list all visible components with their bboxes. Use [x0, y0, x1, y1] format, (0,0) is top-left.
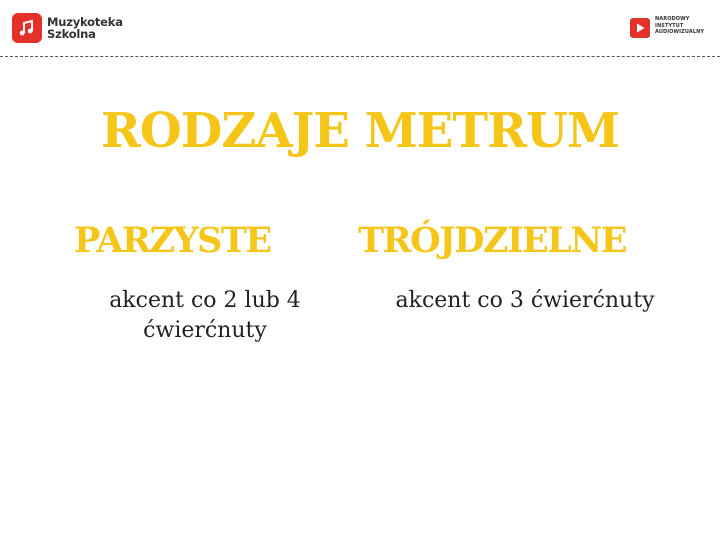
nina-logo	[630, 16, 704, 38]
heading-parzyste: PARZYSTE	[74, 220, 271, 261]
muzykoteka-logo-text: Muzykoteka Szkolna	[47, 15, 123, 41]
music-note-icon	[12, 13, 42, 43]
text-trojdzielne	[370, 286, 680, 316]
text-parzyste-line1: akcent co 2 lub 4	[109, 288, 301, 313]
heading-trojdzielne: TRÓJDZIELNE	[358, 220, 626, 261]
slide-header	[0, 0, 720, 57]
text-parzyste	[60, 286, 350, 346]
text-trojdzielne-line1: akcent co 3 ćwierćnuty	[395, 288, 655, 313]
text-parzyste-line2: ćwierćnuty	[143, 318, 267, 343]
muzykoteka-logo	[12, 13, 123, 43]
nina-logo-text: NARODOWY INSTYTUT AUDIOWIZUALNY	[655, 16, 705, 36]
play-icon	[630, 18, 650, 38]
header-divider	[0, 56, 720, 57]
slide-title: RODZAJE METRUM	[101, 103, 619, 159]
